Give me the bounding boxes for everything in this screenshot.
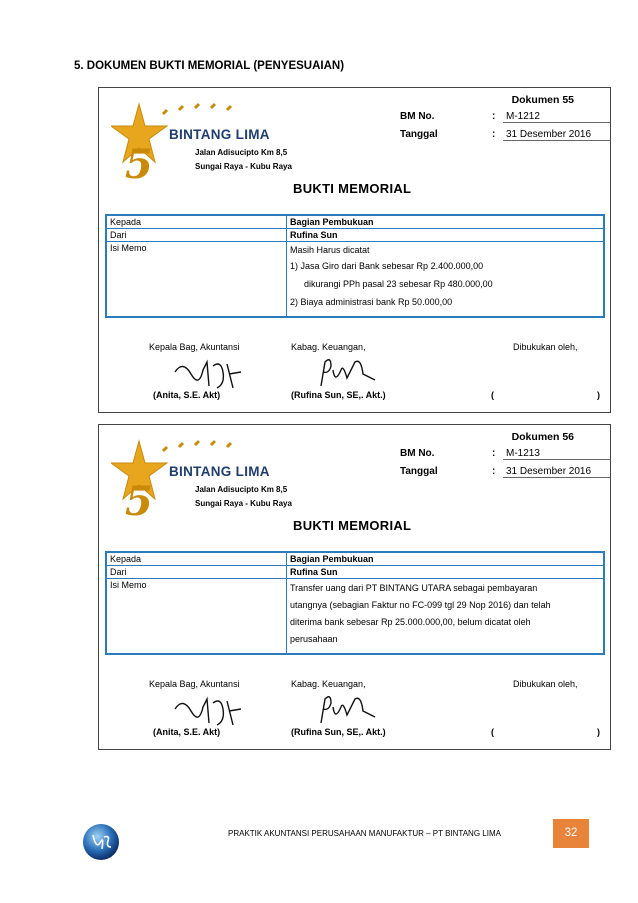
signature-anita-icon bbox=[173, 695, 243, 729]
signer-2-role: Kabag. Keuangan, bbox=[291, 342, 366, 352]
signer-3-open: ( bbox=[491, 390, 494, 400]
bm-no-value: M-1212 bbox=[503, 111, 610, 123]
signer-3-open: ( bbox=[491, 727, 494, 737]
company-address-1: Jalan Adisucipto Km 8,5 bbox=[195, 485, 288, 494]
colon: : bbox=[492, 111, 496, 122]
dari-value: Rufina Sun bbox=[290, 567, 338, 577]
document-number: Dokumen 55 bbox=[511, 94, 574, 106]
memo-row-dari bbox=[107, 229, 603, 242]
logo-five-glyph: 5 bbox=[125, 141, 153, 188]
signer-2-name: (Rufina Sun, SE,. Akt.) bbox=[291, 390, 386, 400]
memo-line: utangnya (sebagian Faktur no FC-099 tgl 29 Nop 2016) dan telah bbox=[290, 600, 551, 610]
document-number: Dokumen 56 bbox=[511, 431, 574, 443]
bm-no-value: M-1213 bbox=[503, 448, 610, 460]
signature-rufina-icon bbox=[317, 356, 377, 390]
company-address-1: Jalan Adisucipto Km 8,5 bbox=[195, 148, 288, 157]
memo-row-dari bbox=[107, 566, 603, 579]
page-number-badge: 32 bbox=[553, 819, 589, 848]
date-label: Tanggal bbox=[400, 466, 438, 477]
isi-memo-label: Isi Memo bbox=[107, 579, 287, 653]
bm-no-label: BM No. bbox=[400, 448, 435, 459]
publisher-logo-icon bbox=[82, 823, 120, 861]
memo-row-isi bbox=[107, 579, 603, 653]
memo-line: 2) Biaya administrasi bank Rp 50.000,00 bbox=[290, 297, 453, 307]
company-logo bbox=[111, 437, 301, 527]
memo-line: diterima bank sebesar Rp 25.000.000,00, belum dicatat oleh bbox=[290, 617, 531, 627]
signer-2-role: Kabag. Keuangan, bbox=[291, 679, 366, 689]
signer-3-close: ) bbox=[597, 390, 600, 400]
kepada-label: Kepada bbox=[107, 216, 287, 228]
memo-line: Transfer uang dari PT BINTANG UTARA sebagai pembayaran bbox=[290, 583, 538, 593]
signer-3-close: ) bbox=[597, 727, 600, 737]
star-logo-icon bbox=[111, 100, 301, 190]
signer-1-name: (Anita, S.E. Akt) bbox=[153, 390, 221, 400]
colon: : bbox=[492, 448, 496, 459]
memo-row-kepada bbox=[107, 553, 603, 566]
kepada-label: Kepada bbox=[107, 553, 287, 565]
company-address-2: Sungai Raya - Kubu Raya bbox=[195, 162, 292, 171]
memo-row-kepada bbox=[107, 216, 603, 229]
date-value: 31 Desember 2016 bbox=[503, 466, 610, 478]
logo-five-glyph: 5 bbox=[125, 478, 153, 525]
memorial-document-56 bbox=[98, 424, 611, 750]
memo-line: Masih Harus dicatat bbox=[290, 245, 370, 255]
memorial-document-55 bbox=[98, 87, 611, 413]
kepada-value: Bagian Pembukuan bbox=[290, 217, 374, 227]
date-value: 31 Desember 2016 bbox=[503, 129, 610, 141]
isi-memo-label: Isi Memo bbox=[107, 242, 287, 316]
signer-1-role: Kepala Bag, Akuntansi bbox=[149, 342, 240, 352]
signature-anita-icon bbox=[173, 358, 243, 392]
isi-memo-content bbox=[287, 242, 603, 316]
signer-2-name: (Rufina Sun, SE,. Akt.) bbox=[291, 727, 386, 737]
dari-value: Rufina Sun bbox=[290, 230, 338, 240]
document-title: BUKTI MEMORIAL bbox=[293, 181, 412, 196]
signer-3-role: Dibukukan oleh, bbox=[513, 342, 578, 352]
signer-3-role: Dibukukan oleh, bbox=[513, 679, 578, 689]
signer-1-name: (Anita, S.E. Akt) bbox=[153, 727, 221, 737]
company-address-2: Sungai Raya - Kubu Raya bbox=[195, 499, 292, 508]
memo-table bbox=[105, 214, 605, 318]
section-title: 5. DOKUMEN BUKTI MEMORIAL (PENYESUAIAN) bbox=[74, 60, 345, 72]
bm-no-label: BM No. bbox=[400, 111, 435, 122]
star-logo-icon bbox=[111, 437, 301, 527]
signer-1-role: Kepala Bag, Akuntansi bbox=[149, 679, 240, 689]
signature-rufina-icon bbox=[317, 693, 377, 727]
memo-row-isi bbox=[107, 242, 603, 316]
kepada-value: Bagian Pembukuan bbox=[290, 554, 374, 564]
footer-text: PRAKTIK AKUNTANSI PERUSAHAAN MANUFAKTUR – PT BINTANG LIMA bbox=[228, 829, 501, 838]
colon: : bbox=[492, 466, 496, 477]
memo-table bbox=[105, 551, 605, 655]
isi-memo-content bbox=[287, 579, 603, 653]
memo-line: 1) Jasa Giro dari Bank sebesar Rp 2.400.000,00 bbox=[290, 261, 484, 271]
company-name: BINTANG LIMA bbox=[169, 464, 270, 479]
date-label: Tanggal bbox=[400, 129, 438, 140]
memo-line: perusahaan bbox=[290, 634, 338, 644]
colon: : bbox=[492, 129, 496, 140]
document-title: BUKTI MEMORIAL bbox=[293, 518, 412, 533]
dari-label: Dari bbox=[107, 566, 287, 578]
dari-label: Dari bbox=[107, 229, 287, 241]
company-logo bbox=[111, 100, 301, 190]
memo-line: dikurangi PPh pasal 23 sebesar Rp 480.000,00 bbox=[304, 279, 493, 289]
company-name: BINTANG LIMA bbox=[169, 127, 270, 142]
